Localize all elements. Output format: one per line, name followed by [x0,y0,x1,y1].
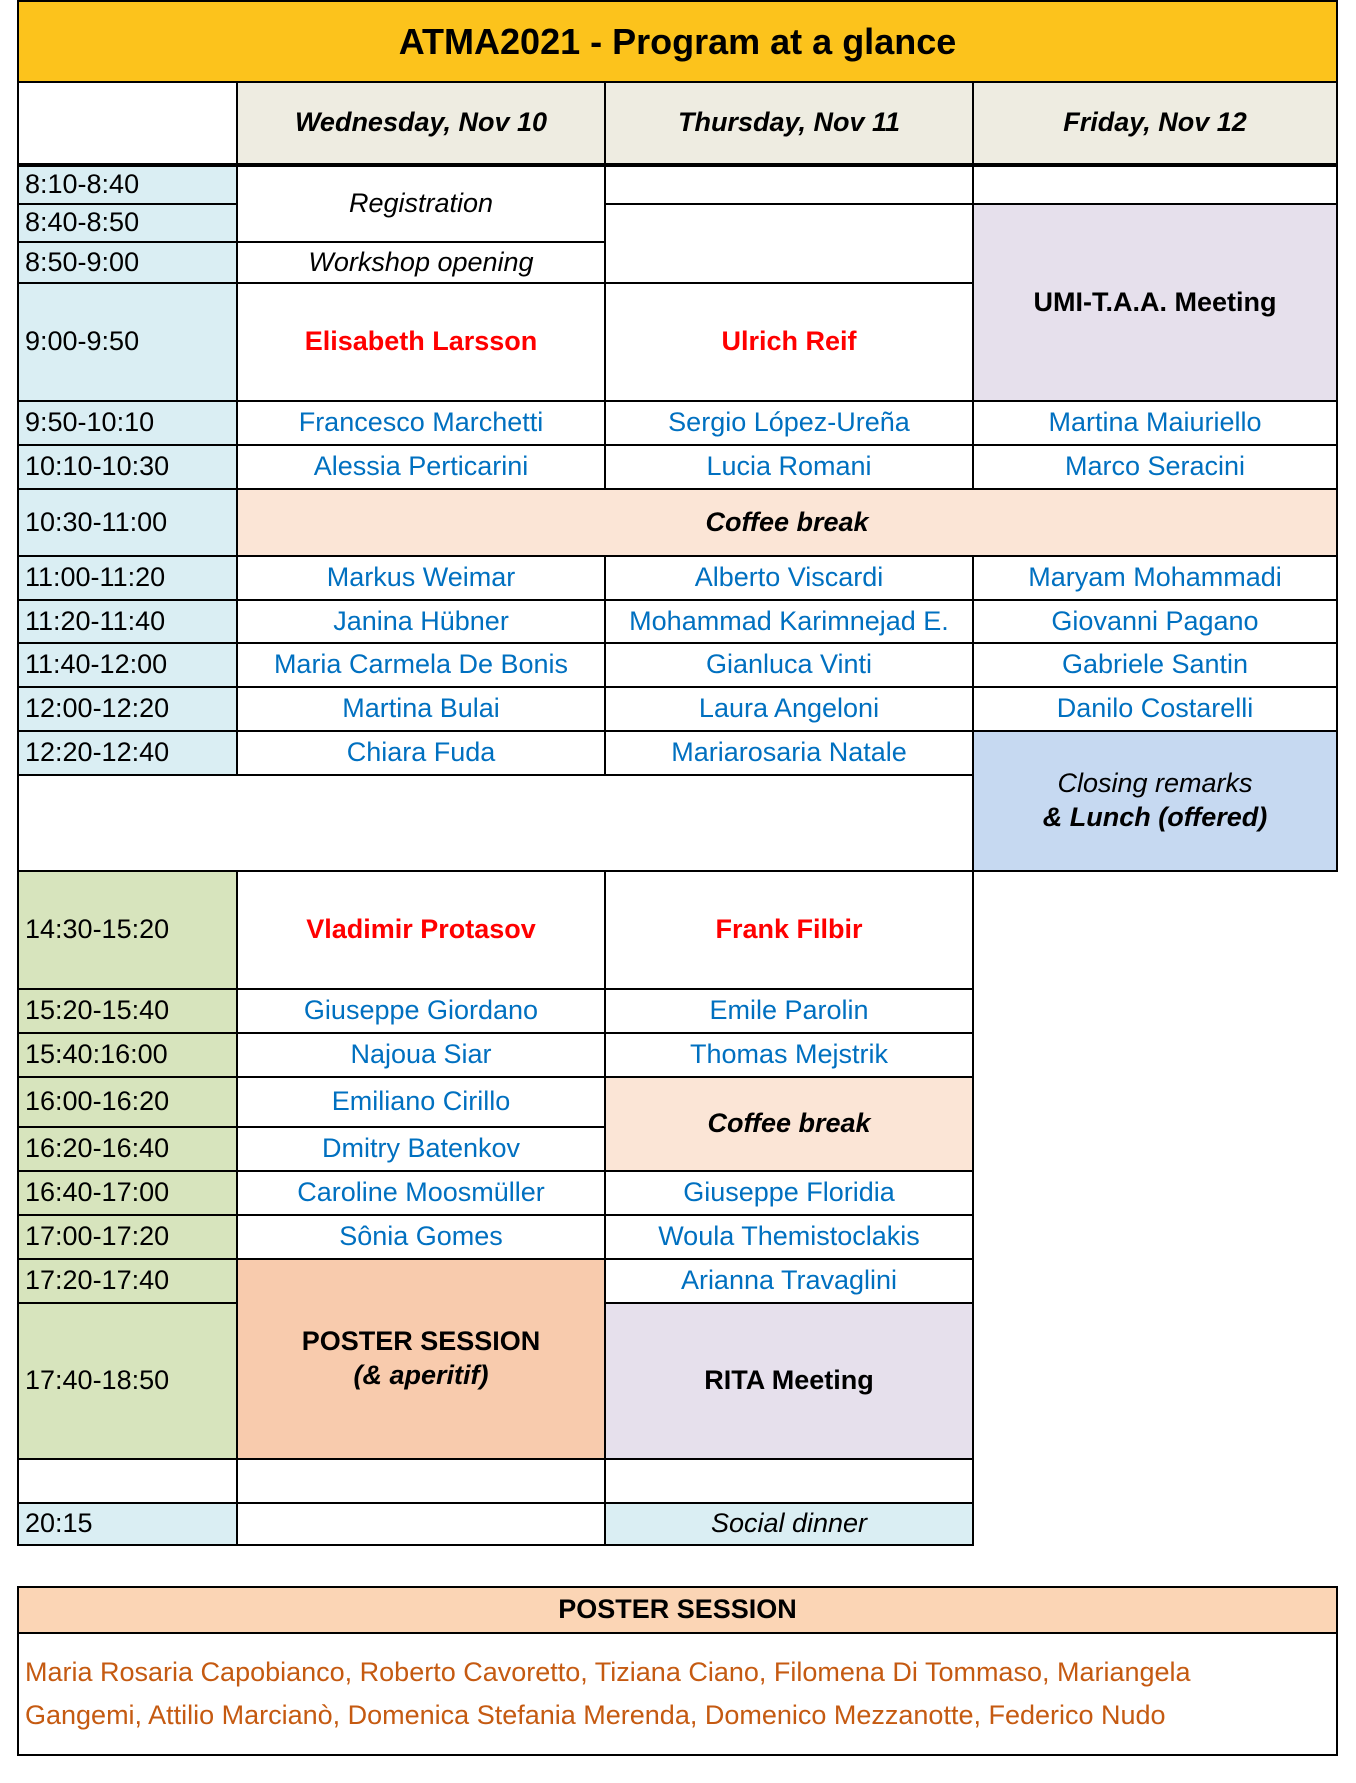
thu-empty [604,165,974,205]
time-slot: 8:40-8:50 [17,203,238,243]
wed-speaker: Maria Carmela De Bonis [236,642,606,688]
thu-speaker: Emile Parolin [604,988,974,1034]
poster-box-title: POSTER SESSION [17,1586,1338,1634]
thu-plenary-speaker: Ulrich Reif [604,282,974,402]
day-header-friday: Friday, Nov 12 [972,81,1338,165]
thu-speaker: Lucia Romani [604,444,974,490]
wed-empty [236,1502,606,1546]
time-slot: 16:00-16:20 [17,1076,238,1128]
time-slot: 17:40-18:50 [17,1302,238,1460]
time-slot: 12:00-12:20 [17,686,238,732]
thu-speaker: Alberto Viscardi [604,555,974,601]
wed-speaker: Dmitry Batenkov [236,1126,606,1172]
fri-umi-taa-meeting: UMI-T.A.A. Meeting [972,203,1338,402]
time-slot: 16:40-17:00 [17,1170,238,1216]
fri-speaker: Marco Seracini [972,444,1338,490]
wed-speaker: Chiara Fuda [236,730,606,776]
thu-speaker: Giuseppe Floridia [604,1170,974,1216]
thu-speaker: Laura Angeloni [604,686,974,732]
thu-speaker: Mariarosaria Natale [604,730,974,776]
fri-speaker: Maryam Mohammadi [972,555,1338,601]
fri-speaker: Giovanni Pagano [972,599,1338,644]
time-slot: 9:50-10:10 [17,400,238,446]
thu-speaker: Woula Themistoclakis [604,1214,974,1260]
time-slot: 17:00-17:20 [17,1214,238,1260]
poster-names-line: Maria Rosaria Capobianco, Roberto Cavoretto, Tiziana Ciano, Filomena Di Tommaso, Mariangela [25,1656,1191,1687]
thu-speaker: Arianna Travaglini [604,1258,974,1304]
time-slot: 20:15 [17,1502,238,1546]
wed-workshop-opening: Workshop opening [236,241,606,284]
time-slot: 14:30-15:20 [17,870,238,990]
poster-box-names [17,1632,1338,1756]
thu-rita-meeting: RITA Meeting [604,1302,974,1460]
time-slot: 11:20-11:40 [17,599,238,644]
wed-speaker: Francesco Marchetti [236,400,606,446]
wed-registration: Registration [236,165,606,243]
wed-poster-session [236,1258,606,1460]
thu-speaker: Sergio López-Ureña [604,400,974,446]
closing-remarks-label: Closing remarks [1057,768,1253,799]
fri-closing-remarks [972,730,1338,872]
thu-speaker: Thomas Mejstrik [604,1032,974,1078]
wed-speaker: Markus Weimar [236,555,606,601]
time-slot: 11:00-11:20 [17,555,238,601]
wed-speaker: Sônia Gomes [236,1214,606,1260]
coffee-break: Coffee break [236,488,1338,557]
wed-speaker: Caroline Moosmüller [236,1170,606,1216]
time-slot: 15:40:16:00 [17,1032,238,1078]
time-slot: 16:20-16:40 [17,1126,238,1172]
thu-coffee-break: Coffee break [604,1076,974,1172]
fri-speaker: Martina Maiuriello [972,400,1338,446]
wed-speaker: Giuseppe Giordano [236,988,606,1034]
time-slot: 10:30-11:00 [17,488,238,557]
thu-empty [604,203,974,284]
wed-plenary-speaker: Elisabeth Larsson [236,282,606,402]
wed-plenary-speaker: Vladimir Protasov [236,870,606,990]
wed-empty [236,1458,606,1504]
thu-plenary-speaker: Frank Filbir [604,870,974,990]
lunch-label: & Lunch (offered) [1042,802,1268,832]
lunch-gap [17,774,974,872]
time-slot: 10:10-10:30 [17,444,238,490]
wed-speaker: Alessia Perticarini [236,444,606,490]
time-slot: 9:00-9:50 [17,282,238,402]
wed-speaker: Martina Bulai [236,686,606,732]
poster-names-line: Gangemi, Attilio Marcianò, Domenica Stefania Merenda, Domenico Mezzanotte, Federico Nudo [25,1700,1166,1730]
thu-social-dinner: Social dinner [604,1502,974,1546]
wed-speaker: Najoua Siar [236,1032,606,1078]
poster-session-label: POSTER SESSION [301,1326,541,1357]
fri-speaker: Gabriele Santin [972,642,1338,688]
day-header-wednesday: Wednesday, Nov 10 [236,81,606,165]
poster-session-sub: (& aperitif) [353,1360,489,1390]
time-slot: 8:50-9:00 [17,241,238,284]
thu-speaker: Gianluca Vinti [604,642,974,688]
header-corner [17,81,238,165]
time-slot: 12:20-12:40 [17,730,238,776]
thu-empty [604,1458,974,1504]
time-slot: 17:20-17:40 [17,1258,238,1304]
time-slot: 8:10-8:40 [17,165,238,205]
fri-speaker: Danilo Costarelli [972,686,1338,732]
fri-empty [972,165,1338,205]
page-title: ATMA2021 - Program at a glance [17,0,1338,83]
time-slot: 11:40-12:00 [17,642,238,688]
thu-speaker: Mohammad Karimnejad E. [604,599,974,644]
wed-speaker: Emiliano Cirillo [236,1076,606,1128]
day-header-thursday: Thursday, Nov 11 [604,81,974,165]
empty-time-slot [17,1458,238,1504]
time-slot: 15:20-15:40 [17,988,238,1034]
wed-speaker: Janina Hübner [236,599,606,644]
